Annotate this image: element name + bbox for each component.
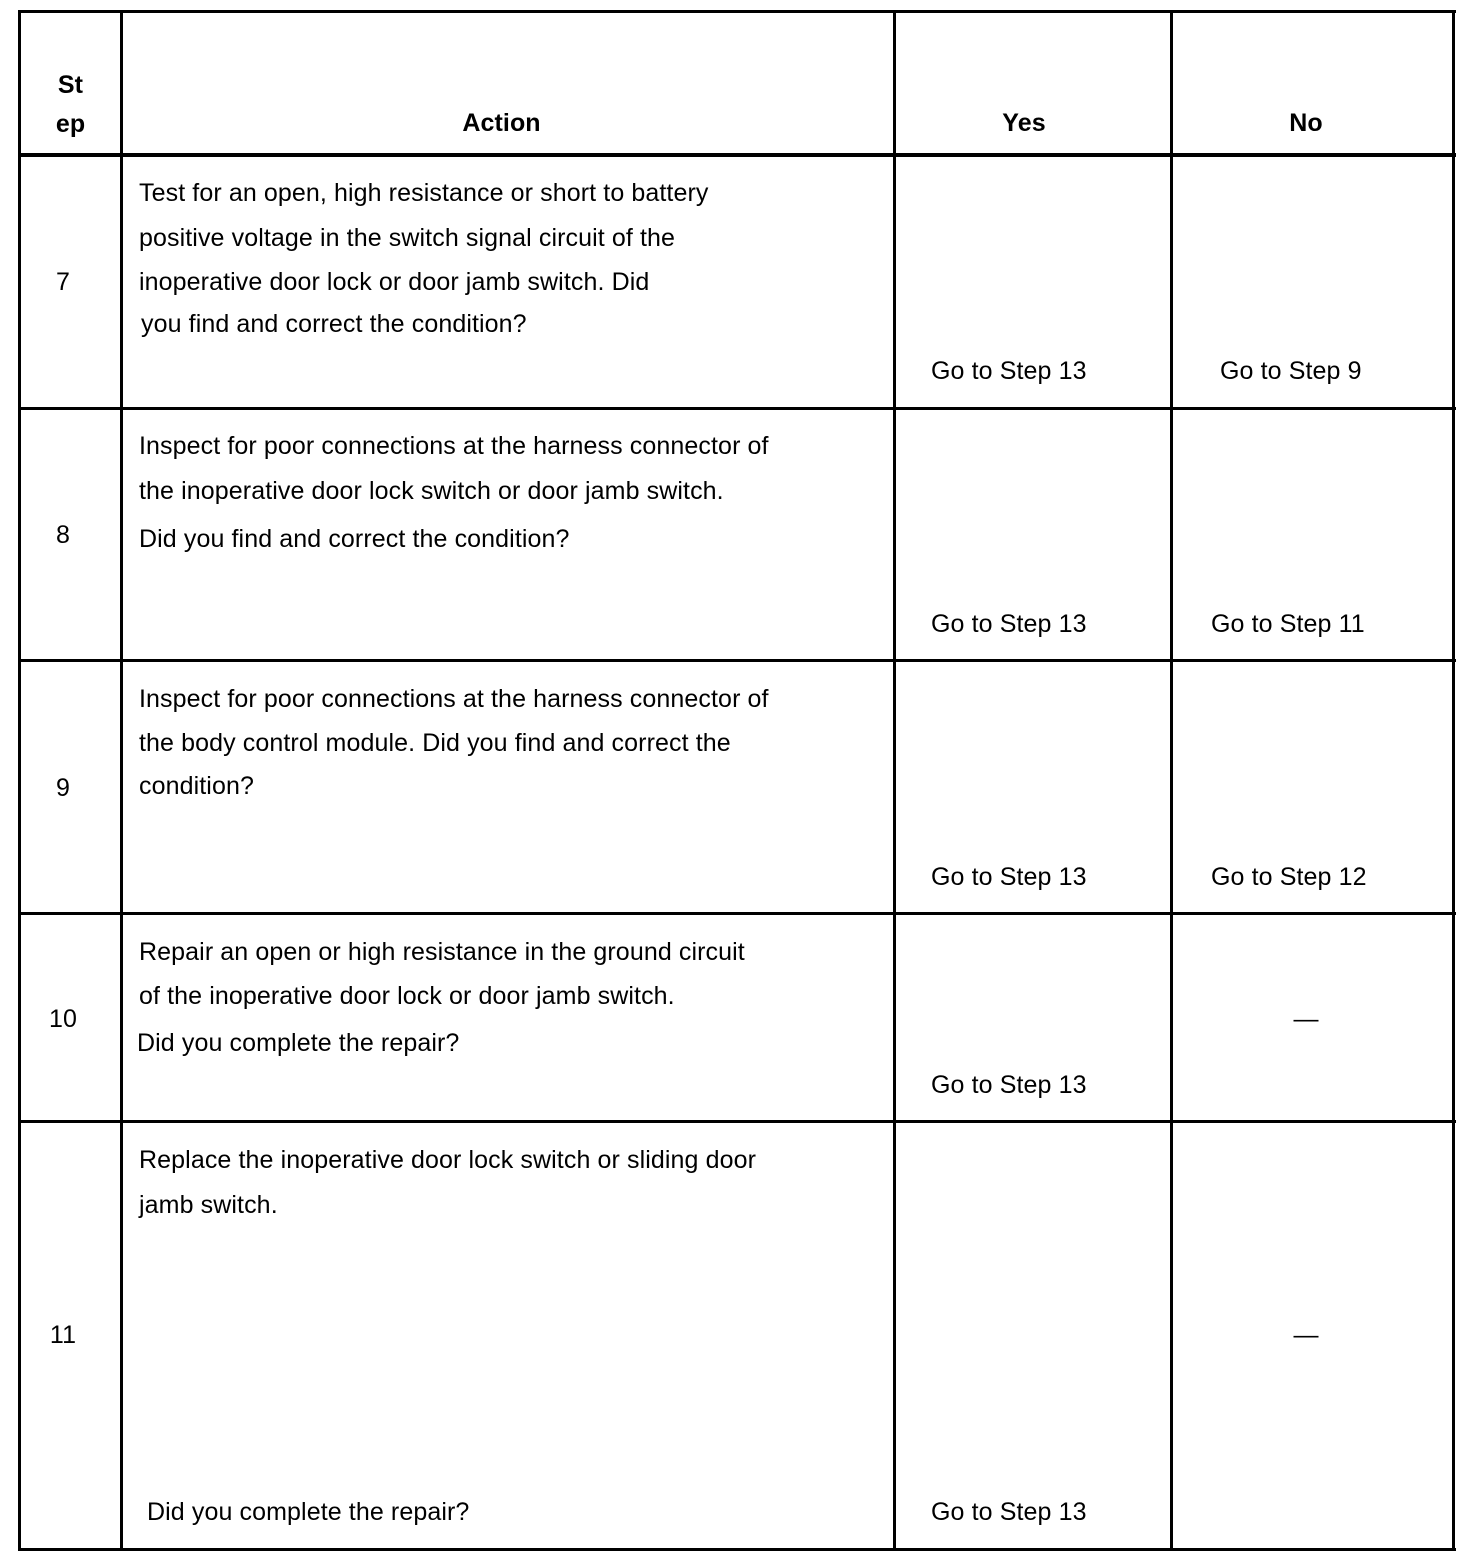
step-number: 11 (49, 1321, 77, 1349)
table-border-right (1452, 10, 1455, 1551)
column-divider (120, 10, 123, 1551)
header-action: Action (462, 109, 541, 137)
table-border-bottom (18, 1548, 1456, 1551)
action-line: you find and correct the condition? (141, 310, 527, 338)
header-yes: Yes (1002, 109, 1046, 137)
yes-link: Go to Step 13 (931, 1498, 1087, 1526)
no-dash: — (1293, 1005, 1319, 1033)
header-step-line1: St (57, 71, 84, 99)
action-line: of the inoperative door lock or door jamb switch. (139, 982, 675, 1010)
action-line: Did you find and correct the condition? (139, 525, 570, 553)
no-link: Go to Step 12 (1211, 863, 1367, 891)
yes-link: Go to Step 13 (931, 357, 1087, 385)
row-divider (18, 912, 1456, 915)
column-divider (1170, 10, 1173, 1551)
action-line: Did you complete the repair? (137, 1029, 460, 1057)
action-line: Inspect for poor connections at the harness connector of (139, 432, 769, 460)
action-line: jamb switch. (139, 1191, 278, 1219)
action-line: the inoperative door lock switch or door jamb switch. (139, 477, 724, 505)
action-line: positive voltage in the switch signal circuit of the (139, 224, 676, 252)
step-number: 10 (48, 1005, 77, 1033)
header-no: No (1289, 109, 1323, 137)
action-line: condition? (139, 772, 254, 800)
step-number: 8 (55, 521, 70, 549)
step-number: 7 (55, 268, 70, 296)
action-line: Test for an open, high resistance or short to battery (139, 179, 709, 207)
action-line: Did you complete the repair? (147, 1498, 470, 1526)
action-line: Inspect for poor connections at the harness connector of (139, 685, 769, 713)
no-link: Go to Step 9 (1220, 357, 1362, 385)
header-step (21, 73, 120, 137)
yes-link: Go to Step 13 (931, 610, 1087, 638)
header-divider (18, 153, 1456, 157)
action-line: Replace the inoperative door lock switch or sliding door (139, 1146, 757, 1174)
column-divider (893, 10, 896, 1551)
no-dash: — (1293, 1321, 1319, 1349)
row-divider (18, 659, 1456, 662)
step-number: 9 (55, 774, 70, 802)
no-link: Go to Step 11 (1211, 610, 1365, 638)
action-line: the body control module. Did you find and correct the (139, 729, 731, 757)
action-line: inoperative door lock or door jamb switch. Did (139, 268, 650, 296)
row-divider (18, 1120, 1456, 1123)
row-divider (18, 407, 1456, 410)
yes-link: Go to Step 13 (931, 863, 1087, 891)
header-step-line2: ep (55, 110, 86, 138)
yes-link: Go to Step 13 (931, 1071, 1087, 1099)
action-line: Repair an open or high resistance in the ground circuit (139, 938, 745, 966)
table-border-top (18, 10, 1456, 13)
